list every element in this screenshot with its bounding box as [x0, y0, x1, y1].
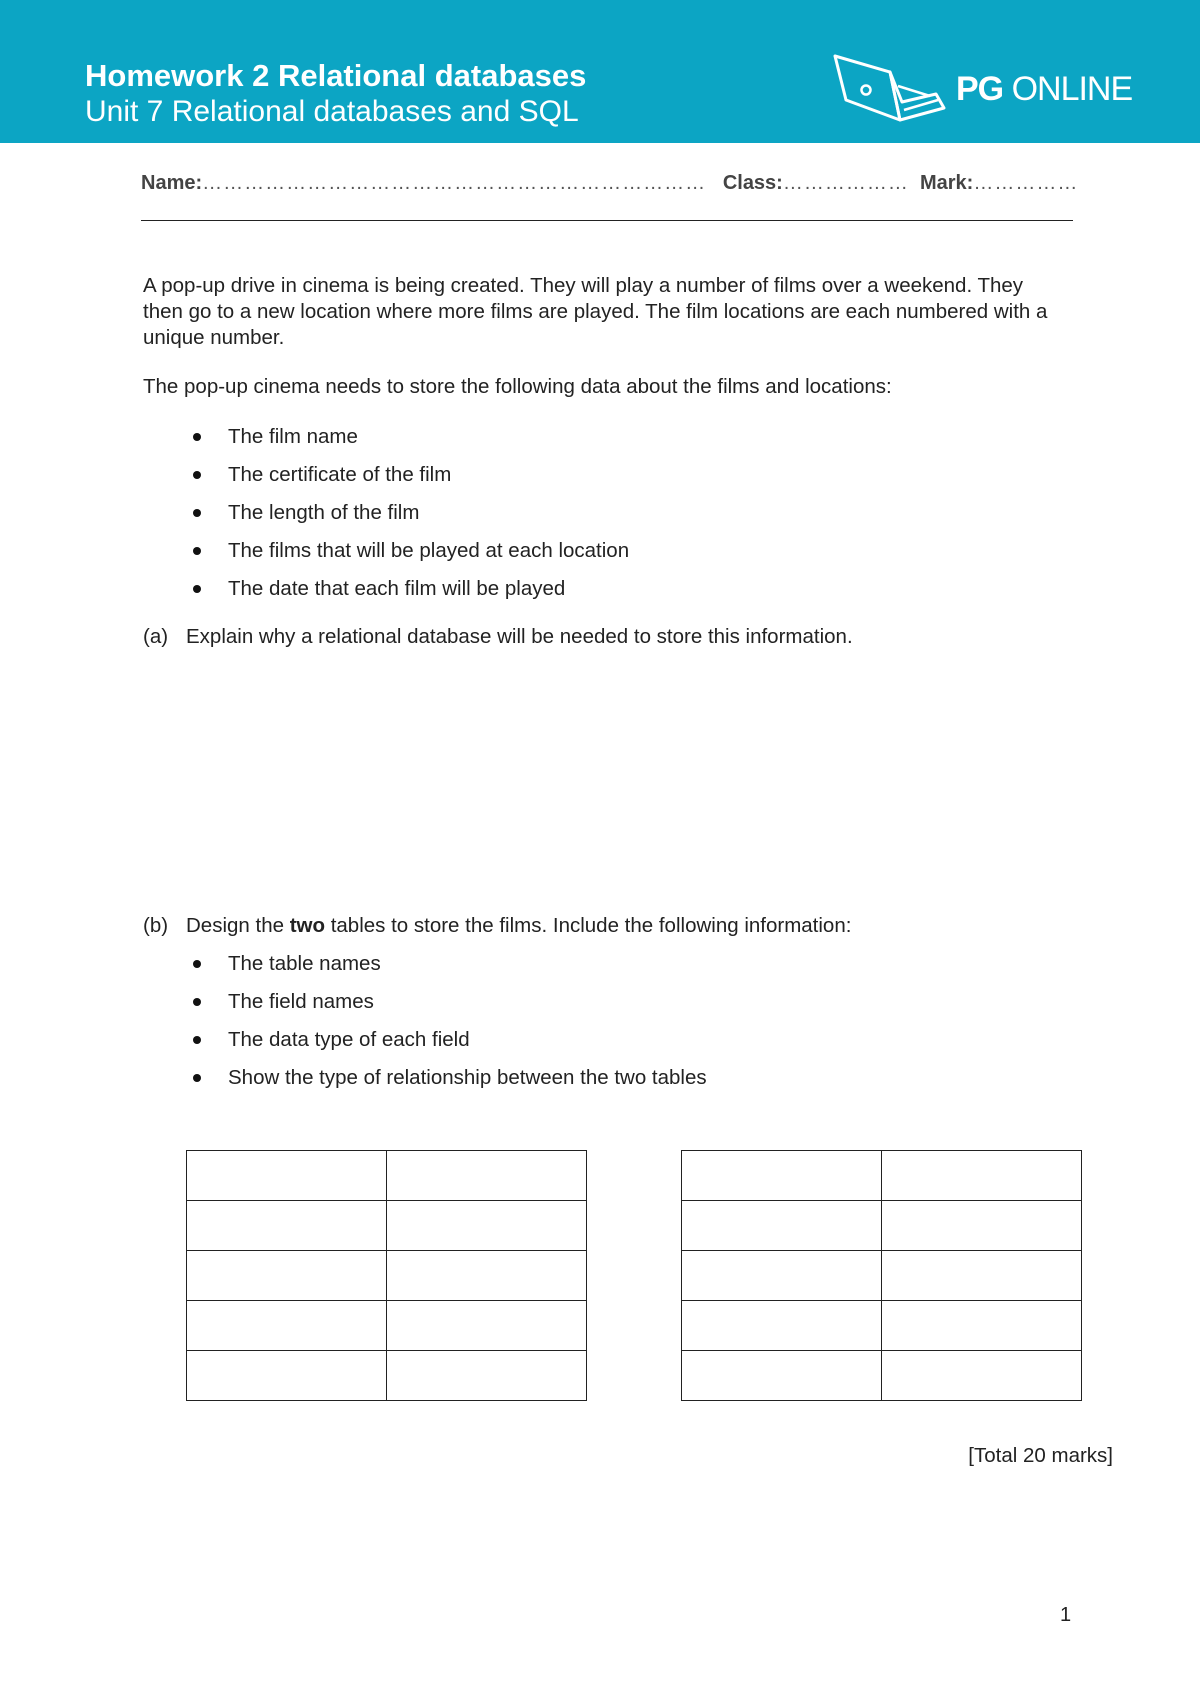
- answer-table-2: [681, 1150, 1082, 1401]
- name-field[interactable]: ………………………………………………………………: [202, 172, 707, 194]
- table-cell[interactable]: [387, 1201, 587, 1251]
- table-cell[interactable]: [187, 1351, 387, 1401]
- list-item: The films that will be played at each location: [190, 538, 629, 576]
- mark-label: Mark:: [919, 172, 974, 194]
- design-requirements-list: [190, 951, 707, 1103]
- table-cell[interactable]: [187, 1251, 387, 1301]
- question-b-text-before: Design the: [186, 914, 290, 937]
- name-label: Name:: [141, 172, 203, 194]
- table-cell[interactable]: [882, 1251, 1082, 1301]
- table-cell[interactable]: [387, 1351, 587, 1401]
- table-cell[interactable]: [387, 1301, 587, 1351]
- table-cell[interactable]: [882, 1351, 1082, 1401]
- question-a: [143, 624, 853, 650]
- question-b-letter: (b): [143, 914, 169, 937]
- table-cell[interactable]: [682, 1151, 882, 1201]
- table-cell[interactable]: [882, 1201, 1082, 1251]
- list-item: The certificate of the film: [190, 462, 629, 500]
- question-b-text-after: tables to store the films. Include the following information:: [325, 914, 852, 937]
- table-row: [682, 1301, 1082, 1351]
- logo-wordmark: [956, 70, 1132, 109]
- document-subtitle: Unit 7 Relational databases and SQL: [85, 95, 579, 128]
- pg-online-logo: [832, 50, 1132, 130]
- class-label: Class:: [722, 172, 783, 194]
- list-item: The date that each film will be played: [190, 576, 629, 614]
- question-b-emphasis: two: [289, 914, 325, 937]
- table-cell[interactable]: [387, 1251, 587, 1301]
- table-cell[interactable]: [187, 1201, 387, 1251]
- student-details-line: [141, 172, 1079, 195]
- table-row: [187, 1151, 587, 1201]
- list-item: The field names: [190, 989, 707, 1027]
- question-a-text: Explain why a relational database will be needed to store this information.: [186, 625, 853, 648]
- table-row: [187, 1251, 587, 1301]
- table-cell[interactable]: [682, 1301, 882, 1351]
- table-cell[interactable]: [387, 1151, 587, 1201]
- question-b: [143, 913, 851, 939]
- data-requirements-list: [190, 424, 629, 614]
- total-marks: [Total 20 marks]: [968, 1444, 1113, 1467]
- table-row: [187, 1301, 587, 1351]
- logo-online: ONLINE: [1011, 70, 1133, 108]
- list-item: The data type of each field: [190, 1027, 707, 1065]
- table-row: [187, 1351, 587, 1401]
- table-cell[interactable]: [187, 1301, 387, 1351]
- list-item: The film name: [190, 424, 629, 462]
- divider-rule: [141, 220, 1073, 221]
- table-cell[interactable]: [882, 1151, 1082, 1201]
- table-cell[interactable]: [682, 1201, 882, 1251]
- document-title: Homework 2 Relational databases: [85, 58, 587, 93]
- intro-paragraph-2: The pop-up cinema needs to store the following data about the films and locations:: [143, 375, 892, 398]
- table-cell[interactable]: [882, 1301, 1082, 1351]
- table-cell[interactable]: [682, 1351, 882, 1401]
- logo-pg: PG: [956, 70, 1004, 108]
- table-row: [682, 1201, 1082, 1251]
- table-row: [682, 1151, 1082, 1201]
- list-item: The table names: [190, 951, 707, 989]
- laptop-icon: [832, 50, 950, 130]
- table-row: [187, 1201, 587, 1251]
- table-row: [682, 1351, 1082, 1401]
- list-item: Show the type of relationship between the two tables: [190, 1065, 707, 1103]
- question-a-letter: (a): [143, 625, 169, 648]
- page-number: 1: [1060, 1604, 1072, 1626]
- intro-paragraph: A pop-up drive in cinema is being created. They will play a number of films over a weekend. They then go to a new location where more films are played. The film locations are each numbered with a unique number.: [143, 274, 1048, 349]
- table-cell[interactable]: [187, 1151, 387, 1201]
- table-cell[interactable]: [682, 1251, 882, 1301]
- table-row: [682, 1251, 1082, 1301]
- answer-table-1: [186, 1150, 587, 1401]
- header-banner: [0, 0, 1200, 143]
- class-field[interactable]: ………………: [782, 172, 909, 194]
- list-item: The length of the film: [190, 500, 629, 538]
- mark-field[interactable]: ……………: [973, 172, 1079, 194]
